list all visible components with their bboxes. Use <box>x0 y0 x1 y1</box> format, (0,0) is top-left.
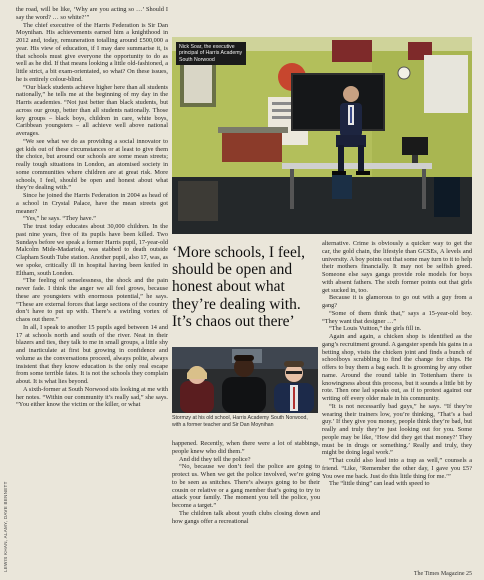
paragraph: the road, will be like, ‘Why are you acting so …’ Should I say the word? … so white?’” <box>16 6 168 21</box>
article-column-1 <box>16 6 168 409</box>
paragraph: “Yes,” he says. “They have.” <box>23 215 96 223</box>
page-footer: The Times Magazine 25 <box>413 571 472 577</box>
photo-credit-text: LEWIS KHAN, ALAMY, DAVE BENNETT <box>3 481 8 572</box>
pull-quote: ‘More schools, I feel, should be open and honest about what they’re dealing with. It’s chaos out there’ <box>172 244 305 330</box>
article-column-2 <box>172 440 320 525</box>
classroom-photo <box>172 37 472 234</box>
paragraph: The children talk about youth clubs closing down and how gangs offer a recreational <box>172 509 320 525</box>
stormzy-photo <box>172 347 318 413</box>
paragraph: happened. Recently, when there were a lot of stabbings, people knew who did them.” <box>172 440 320 455</box>
article-column-3 <box>322 240 472 488</box>
paragraph: Since he joined the Harris Federation in 2004 as head of a school in Crystal Palace, have the mean streets got meaner? <box>16 192 168 215</box>
photo-credit <box>3 452 11 572</box>
paragraph: The chief executive of the Harris Federation is Sir Dan Moynihan. His achievements earned him a knighthood in 2012 and, today, remuneration totalling around £500,000 a year. His view of education, if I may dare summarise it, is that schools must give everyone the opportunity to do as well as he did. If that means looking a little old-fashioned, a little strict, a bit exam-orientated, so what? On these issues, he is entirely colour-blind. <box>16 21 168 83</box>
paragraph: “We see what we do as providing a social innovator to get kids out of these circumstances or at least to give them the choice, but around our schools are some mean streets; really tough situations in London, an atomised society in some communities where children are at great risk. More schools, I feel, should be open and honest about what they’re dealing with.” <box>16 137 168 192</box>
paragraph: “The Louis Vuitton,” the girls fill in. <box>329 325 422 333</box>
portrait-photo <box>172 347 318 413</box>
paragraph: alternative. Crime is obviously a quicker way to get the car, the gold chain, the lifestyle than GCSEs, A levels and university. A boy points out that some may turn to it to help their mothers financially. It may not be selfish greed. Someone else says gangs provide role models for boys with absent fathers. The sixth former points out that girls get sucked in, too. <box>322 240 472 294</box>
stormzy-photo-caption: Stormzy at his old school, Harris Academy South Norwood, with a former teacher and Sir Dan Moynihan <box>172 415 308 428</box>
paragraph: And did they tell the police? <box>179 455 251 463</box>
paragraph: The trust today educates about 30,000 children. In the past nine years, five of its pupils have been killed. Two Sundays before we speak a former Harris pupil, 17-year-old Malcolm Mide-Madariola, was stabbed to death outside Clapham South Tube station. Another pupil, also 17, was, as we spoke, critically ill in hospital having been knifed in Eltham, south London. <box>16 223 168 277</box>
paragraph: A sixth-former at South Norwood sits looking at me with her notes. “Within our community it’s really sad,” she says. “You either know the victim or the killer, or what <box>16 385 168 409</box>
paragraph: “Our black students achieve higher here than all students nationally,” he tells me at the beginning of my day in the Harris academies. “Not just better than black students, but across our group, better than all students nationally. Those key groups – black boys, children in care, white boys, Caribbean youngsters – all achieve well above national averages. <box>16 83 168 137</box>
paragraph: In all, I speak to another 15 pupils aged between 14 and 17 at schools north and south of the river. Neat in their blazers and ties, they talk to me in small groups, a little shy and inarticulate at first but growing in confidence and volume as the conversations proceed, always polite, always insistent that they know education is the only real escape from some terrible fates. It is not the schools they complain about. It is what lies beyond. <box>16 323 168 385</box>
main-photo <box>172 37 472 234</box>
paragraph: “Some of them think that,” says a 15-year-old boy. “They want that designer …” <box>322 309 472 325</box>
paragraph: “The feeling of senselessness, the shock and the pain never fade. I think the anger we all feel grows, because these are youngsters with enormous potential,” he says. “These are external forces that large sections of the country don’t have to put up with. There’s a swirling vortex of chaos out there.” <box>16 277 168 323</box>
main-photo-caption: Nick Soar, the executive principal of Harris Academy South Norwood <box>176 42 246 65</box>
paragraph: Again and again, a chicken shop is identified as the gang’s recruitment ground. A gangster spends his gains in a betting shop, visits the chicken joint and finds a bunch of schoolboys scrabbling to find the change for chips. He offers to buy them a bag each. It is grooming by any other name. Around the round table in Tottenham there is knowingness about this process, but it sounds a little bit by rote. Then one lad speaks out, as if to protest against our writing off every older male in his community. <box>322 333 472 402</box>
paragraph: The “little thing” can lead with speed to <box>329 480 430 488</box>
paragraph: “No, because we don’t feel the police are going to protect us. When we get the police involved, we’re going to be seen as snitches. There’s always going to be their cousin or relative or a gang member that’s going to try to attack your family. The moment you tell the police, you become a target.” <box>172 463 320 509</box>
paragraph: “That could also lead into a trap as well,” counsels a friend. “Like, ‘Remember the other day, I gave you £5? You owe me back. Just do this little thing for me.’” <box>322 457 472 480</box>
paragraph: Because it is glamorous to go out with a guy from a gang? <box>322 294 472 309</box>
paragraph: “It is not necessarily bad guys,” he says. “If they’re wearing their trainers low, you’re thinking, ‘That’s a bad guy.’ If they give you money, people think they’re bad, but really and truly they’re just looking out for you. Some people may be like, ‘How did they get that money?’ They must be in drugs or something.’ Really and truly, they might be doing legal work.” <box>322 402 472 457</box>
